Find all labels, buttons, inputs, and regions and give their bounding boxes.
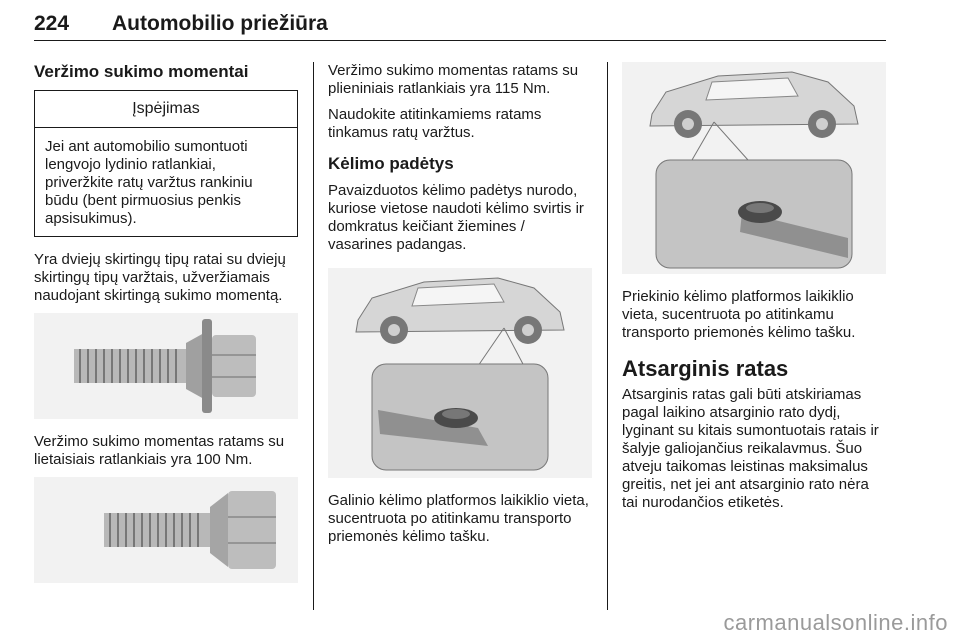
warning-text: Jei ant automobilio sumontuoti lengvojo lydinio ratlankiai, priveržkite ratų varžtus rankiniu būdu (bent pirmuosius penkis apsisukimus). bbox=[45, 138, 253, 227]
warning-title: Įspėjimas bbox=[35, 91, 297, 128]
bolt-illustration bbox=[34, 313, 298, 419]
paragraph: Pavaizduotos kėlimo padėtys nurodo, kuriose vietose naudoti kėlimo svirtis ir domkratus keičiant žiemines / vasarines padangas. bbox=[328, 182, 584, 253]
page-number: 224 bbox=[34, 12, 70, 35]
column-2 bbox=[328, 62, 592, 554]
figure-caption: Priekinio kėlimo platformos laikiklio vieta, sucentruota po atitinkamu transporto priemonės kėlimo tašku. bbox=[622, 288, 856, 341]
paragraph: Veržimo sukimo momentas ratams su plieniniais ratlankiais yra 115 Nm. bbox=[328, 62, 579, 97]
car-lift-illustration bbox=[622, 62, 886, 274]
bolt-illustration-alloy bbox=[34, 477, 298, 583]
page-header bbox=[34, 10, 886, 41]
chapter-title: Automobilio priežiūra bbox=[112, 12, 328, 35]
car-lift-illustration bbox=[328, 268, 592, 478]
column-divider bbox=[313, 62, 314, 610]
bolt-illustration bbox=[34, 477, 298, 583]
column-3 bbox=[622, 62, 886, 520]
section-heading: Kėlimo padėtys bbox=[328, 154, 454, 173]
front-lift-point-illustration bbox=[622, 62, 886, 274]
section-heading: Veržimo sukimo momentai bbox=[34, 62, 249, 81]
bolt-illustration-steel bbox=[34, 313, 298, 419]
watermark: carmanualsonline.info bbox=[723, 610, 948, 635]
section-heading: Atsarginis ratas bbox=[622, 356, 789, 381]
paragraph: Yra dviejų skirtingų tipų ratai su dviejų skirtingų tipų varžtais, užveržiamais naudojant skirtingą sukimo momentą. bbox=[34, 251, 286, 304]
figure-caption: Galinio kėlimo platformos laikiklio vieta, sucentruota po atitinkamu transporto priemonės kėlimo tašku. bbox=[328, 492, 589, 545]
column-divider bbox=[607, 62, 608, 610]
paragraph: Veržimo sukimo momentas ratams su lietaisiais ratlankiais yra 100 Nm. bbox=[34, 433, 285, 468]
rear-lift-point-illustration bbox=[328, 268, 592, 478]
paragraph: Naudokite atitinkamiems ratams tinkamus ratų varžtus. bbox=[328, 106, 542, 141]
column-1 bbox=[34, 62, 298, 597]
warning-box bbox=[34, 90, 298, 237]
paragraph: Atsarginis ratas gali būti atskiriamas pagal laikino atsarginio rato dydį, lyginant su kitais sumontuotais ratais ir šalyje galiojančius reikalavmus. Šuo atveju taikomas leistinas maksimalus greitis, net jei ant atsarginio rato nėra tai nurodančios etiketės. bbox=[622, 386, 879, 511]
